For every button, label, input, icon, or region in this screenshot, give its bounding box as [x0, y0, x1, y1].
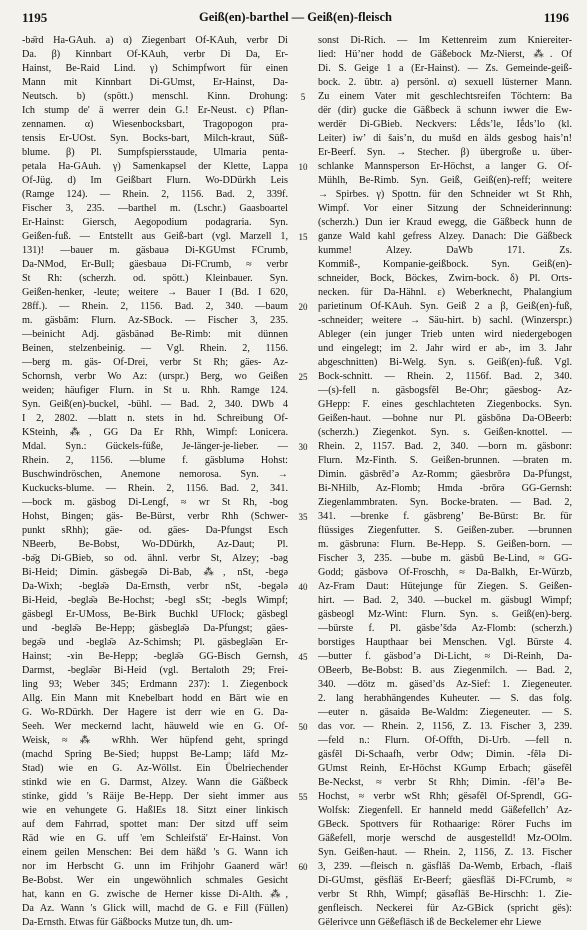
running-title: Geiß(en)-barthel — Geiß(en)-fleisch — [198, 10, 393, 24]
left-column-line: —beinicht Adj. gäsbänəd Be-Rimb: mit dünnen — [22, 329, 288, 340]
left-column-line: stinke, gidd 's Räije Be-Hepp. Der sieht immer aus — [22, 791, 288, 802]
right-column-line: verbr St Rhh, Wimpf; gäsəfläš Be-Hirschh: 1. Zie- — [318, 889, 572, 900]
left-column-line: Rhein. 2, 1156. —blume f. gäsblumə Hohst: — [22, 455, 288, 466]
left-column-line: m. gäsbām: Flurn. Az-SBock. — Fischer 3, 235. — [22, 315, 288, 326]
right-column-line: Kommiß-, Kompanie-geißbock. Syn. Geiß(en)- — [318, 259, 572, 270]
left-column-line: Darmst, -beglə̄ər Bi-Heid (vgl. Bertaloth 29; Frei- — [22, 665, 288, 676]
left-column-line: —bock m. gäsbog Di-Lengf, ≈ wr St Rh, -bog — [22, 497, 288, 508]
line-number: 10 — [298, 162, 308, 172]
right-column-line: —butter f. gäsbodʼə Di-Licht, ≈ Di-Reinh, Da- — [318, 651, 572, 662]
right-column-line: Az-Fram Daut: Hütejunge für Ziegen. S. Geißen- — [318, 581, 572, 592]
right-column-line: 3, 239. —fleisch n. gäsflăš Da-Wemb, Erbach, -flaiš — [318, 861, 572, 872]
left-column-line: auf dem Fahrrad, spottet man: Der sitzd uff seim — [22, 819, 288, 830]
left-column-line: blume. β) Pl. Sumpfspiersstaude, Ulmaria penta- — [22, 147, 288, 158]
left-column-line: Allg. Ein Mann mit Knebelbart hodd en Bärt wie en — [22, 693, 288, 704]
right-column-line: Ableger (ein junger Trieb unten wird niedergebogen — [318, 329, 572, 340]
left-column-line: Ich stump de' ä werrer dein G.! Er-Neust. c) Pflan- — [22, 105, 288, 116]
right-column-line: gäsbeogl Mz-Wint: Flurn. Syn. s. Geiß(en)-berg. — [318, 609, 572, 620]
left-column-line: Neutsch. b) (spött.) menschl. Kinn. Drohung: — [22, 91, 288, 102]
right-column-line: Be-Neckst, ≈ verbr St Rhh; Dimin. -fĕlʼə Be- — [318, 777, 572, 788]
right-column-line: (scherzh.) Ziegenkot. Syn. s. Geißen-knottel. — — [318, 427, 572, 438]
right-column-line: schneider, Bock, Böckes, Zwirn-bock. δ) Pl. Orts- — [318, 273, 572, 284]
left-column-line: Geißen-henker, -leute; weitere → Bauer I (Bd. I 620, — [22, 287, 288, 298]
left-column-line: gäsbegl Er-UMoss, Be-Birk Buchkl UFlock; gäsbegl — [22, 609, 288, 620]
left-column-line: Seeh. Wer meckernd lacht, häuweld wie en G. Of- — [22, 721, 288, 732]
right-column-line: -schneider; weitere → Säu-hirt. b) sachl. (Winzerspr.) — [318, 315, 572, 326]
line-number: 20 — [298, 302, 308, 312]
left-column-line: einem geilen Menschen: Bei dem häßd 's G. Wann ich — [22, 847, 288, 858]
right-column-line: Geißen-haut. —bohne nur Pl. gäsbōnə Da-OBeerb: — [318, 413, 572, 424]
left-column-line: ling 93; Weber 345; Erdmann 237): 1. Ziegenbock — [22, 679, 288, 690]
left-column-line: (machd Spring Be-Sied; huppst Be-Lamp; läfd Mz- — [22, 749, 288, 760]
left-column-line: zennamen. α) Wiesenbocksbart, Tragopogon pra- — [22, 119, 288, 130]
right-column-line: gäsfĕl Di-Schaafh, verbr Odw; Dimin. -fĕlə Di- — [318, 749, 572, 760]
right-column-line: werdër Di-GBieb. Neckvers: Lḗdsʼle, Iḗdsʼlo (kl. — [318, 119, 572, 130]
right-column — [318, 34, 572, 928]
page-number-right: 1196 — [543, 10, 569, 25]
page-header — [22, 10, 569, 28]
right-column-line: Dimin. gäsbrēdʼə Az-Romm; gäesbrōrə Da-Pfungst, — [318, 469, 572, 480]
right-column-line: und eingelegt; im 2. Jahr wird er ab-, im 3. Jahr — [318, 343, 572, 354]
right-column-line: genfleisch. Neckerei für Az-GBick (spricht gës): — [318, 903, 572, 914]
right-column-line: abgeschnitten) Bi-Welg. Syn. s. Geiß(en)-fuß. Vgl. — [318, 357, 572, 368]
right-column-line: 340. —dötz m. gäsedʼds Az-Sief: 1. Ziegeneuter. — [318, 679, 572, 690]
right-column-line: flüssiges Ziegenfutter. S. Geißen-zuber. —brunnen — [318, 525, 572, 536]
right-column-line: —bürste f. Pl. gäsbeʼšdə Az-Flomb: (scherzh.) — [318, 623, 572, 634]
right-column-line: parietinum Of-KAuh. Syn. Geiß 2 a β, Geiß(en)-fuß, — [318, 301, 572, 312]
right-column-line: —euter n. gäsaidə Be-Waldm: Ziegeneuter. — S. — [318, 707, 572, 718]
right-column-line: hirt. — Bad. 2, 340. —buckel m. gäsbugl Wimpf; — [318, 595, 572, 606]
left-column-line: Fischer 3, 235. —barthel m. (Lschr.) Gaasboartel — [22, 203, 288, 214]
left-column-line: Mann mit Kinnbart Di-GUmst, Er-Hainst, Da- — [22, 77, 288, 88]
left-column-line: Da-NMod, Er-Bull; gäesbauə Di-FCrumb, ≈ verbr — [22, 259, 288, 270]
right-column-line: Flurn. Mz-Finth. S. Geißen-brunnen. —braten m. — [318, 455, 572, 466]
right-column-line: Fischer 3, 235. —bube m. gäsbū Be-Lind, ≈ GG- — [318, 553, 572, 564]
left-column-line: —berg m. gäs- Of-Drei, verbr St Rh; gäes- Az- — [22, 357, 288, 368]
left-column-line: Be-Bobst. Wer ein ungewöhnlich schmales Gesicht — [22, 875, 288, 886]
right-column-line: Mühlh, Be-Rimb. Syn. Geiß, Geiß(en)-reff; weitere — [318, 175, 572, 186]
right-column-line: Bock-schnitt. — Rhein. 2, 1156f. Bad. 2, 340. — [318, 371, 572, 382]
left-column-line: Stad) wie en G. Az-Wöllst. Ein Übelriechender — [22, 763, 288, 774]
right-column-line: borstiges Haupthaar bei Menschen. Vgl. Bürste 4. — [318, 637, 572, 648]
right-column-line: Zu einem Vater mit geschlechtsreifen Töchtern: Ba — [318, 91, 572, 102]
left-column-line: Kuckucks-blume. — Rhein. 2, 1156. Bad. 2, 341. — [22, 483, 288, 494]
right-column-line: OBeerb, Be-Bobst: B. aus Ziegenmilch. — Bad. 2, — [318, 665, 572, 676]
right-column-line: Ziegenlammbraten. Syn. Bocke-braten. — Bad. 2, — [318, 497, 572, 508]
right-column-line: —(s)-fell n. gäsbogsfĕl Be-Ohr; gäesbog- Az- — [318, 385, 572, 396]
left-column-line: Geißen-fuß. — Entstellt aus Geiß-bart (vgl. Marzell 1, — [22, 231, 288, 242]
line-number: 55 — [298, 792, 308, 802]
left-column-line: Da. β) Kinnbart Of-KAuh, verbr Di Da, Er- — [22, 49, 288, 60]
right-column-line: kumme! Alzey. DaWb 171. Zs. — [318, 245, 572, 256]
left-column-line: punkt sRhh); gäe- od. gäes- Da-Pfungst Esch — [22, 525, 288, 536]
right-column-line: Wimpf. Vor einer Sitzung der Schneiderinnung: — [318, 203, 572, 214]
left-column-line: -bə̄rd Ha-GAuh. a) α) Ziegenbart Of-KAuh, verbr Di — [22, 35, 288, 46]
left-column-line: Hainst; -ɤin Be-Hepp; -beglə̄ə GG-Bisch Gernsh, — [22, 651, 288, 662]
left-column-line: weiden; häufiger Flurn. in St u. Rhh. Ramge 124. — [22, 385, 288, 396]
left-column-line: und -beglə̄ə Be-Hepp; gäsbeglə̄ə Da-Pfungst; gäes- — [22, 623, 288, 634]
left-column — [22, 34, 288, 928]
left-column-line: KSteinh, ⁂, GG Da Er Rhh, Wimpf: Lonicera. — [22, 427, 288, 438]
right-column-line: sonst Di-Rich. — Im Kettenreim zum Kniereiter- — [318, 35, 572, 46]
line-number: 30 — [298, 442, 308, 452]
line-number: 5 — [300, 92, 306, 102]
page-number-left: 1195 — [22, 10, 48, 25]
right-column-line: Gäßefell, morje werschd de ausgestelld! Mz-OOlm. — [318, 833, 572, 844]
right-column-line: —feld n.: Flurn. Of-Offth, Di-Urb. —fell n. — [318, 735, 572, 746]
left-column-line: Räd wie en G. uff 'em Schleifstä' Er-Hainst. Von — [22, 833, 288, 844]
left-column-line: 28ff.). — Rhein. 2, 1156. Bad. 2, 340. —baum — [22, 301, 288, 312]
line-number: 60 — [298, 862, 308, 872]
right-column-line: das vor. — Rhein. 2, 1156, Z. 13. Fischer 3, 239. — [318, 721, 572, 732]
right-column-line: bock. 2. übtr. a) persönl. α) sexuell lüsterner Mann. — [318, 77, 572, 88]
right-column-line: ganze Wald kahl gefress Alzey. Danach: Die Gäßbeck — [318, 231, 572, 242]
right-column-line: Er-Beerf. Syn. → Stecher. β) übergroße u. über- — [318, 147, 572, 158]
left-column-line: tensis Er-UOst. Syn. Bocks-bart, Milch-kraut, Süß- — [22, 133, 288, 144]
left-column-line: Mdal. Syn.: Gückels-füße, Je-länger-je-lieber. — — [22, 441, 288, 452]
right-column-line: necken. für Da-Hähnl. ε) Weberknecht, Phalangium — [318, 287, 572, 298]
right-column-line: Syn. Geißen-haut. — Rhein. 2, 1156, Z. 13. Fischer — [318, 847, 572, 858]
left-column-line: wie en vehungete G. HaßlEs 18. Sitzt einer linkisch — [22, 805, 288, 816]
left-column-line: I 2, 2802. —blatt n. stets in hd. Schreibung Of- — [22, 413, 288, 424]
right-column-line: GBeck. Spottvers für Rothaarige: Rörer Fuchs im — [318, 819, 572, 830]
line-number-gutter — [289, 34, 317, 872]
right-column-line: Leiter) iwʼ di šaisʼn, du mušd en älds gesbog haisʼn! — [318, 133, 572, 144]
line-number: 45 — [298, 652, 308, 662]
left-column-line: Da-Ernsth. Etwas für Gäßbocks Mutze tun, dh. um- — [22, 917, 233, 928]
right-column-line: Bi-NHilb, Az-Flomb; Hmda -brōrə GG-Gernsh: — [318, 483, 572, 494]
line-number: 50 — [298, 722, 308, 732]
right-column-line: Godd; gäsbovə Of-Froschh, ≈ Da-Balkh, Er-Würzb, — [318, 567, 572, 578]
left-column-line: Weisk, ≈ ⁂ wRhh. Wer hüpfend geht, springd — [22, 735, 288, 746]
left-column-line: -bə̄g Di-GBieb, so od. ähnl. verbr St, Alzey; -bəg — [22, 553, 288, 564]
left-column-line: NBeerb, Be-Bobst, Wo-DDürkh, Az-Daut; Pl. — [22, 539, 288, 550]
left-column-line: petala Ha-GAuh. γ) Samenkapsel der Klette, Lappa — [22, 161, 288, 172]
left-column-line: 131)! —bauer m. gäsbauə Di-KGUmst FCrumb, — [22, 245, 288, 256]
left-column-line: Da Az. Wann 's Glick will, machd de G. e Fill (Füllen) — [22, 903, 288, 914]
left-column-line: Hainst, Be-Raid Lind. γ) Schimpfwort für einen — [22, 63, 288, 74]
right-column-line: Wolfsk: Ziegenfell. Er hanneld medd Gäßefellchʼ Az- — [318, 805, 572, 816]
right-column-line: lied: Hüʼner hodd de Gäßebock Mz-Nierst, ⁂. Of — [318, 49, 572, 60]
left-column-line: Schornsh, verbr Wo Az: (urspr.) Berg, wo Geißen — [22, 371, 288, 382]
left-column-line: Syn. Geiß(en)-buckel, -bühl. — Bad. 2, 340. DWb 4 — [22, 399, 288, 410]
left-column-line: G. Wo-RDürkh. Der Hagere ist derr wie en G. Da- — [22, 707, 288, 718]
left-column-line: Da-Wixh; -beglə̄ə Da-Ernsth, verbr nSt, -begələ — [22, 581, 288, 592]
right-column-line: schlanke Mannsperson Er-Höchst, a langer G. Of- — [318, 161, 572, 172]
left-column-line: (Ramge 124). — Rhein. 2, 1156. Bad. 2, 339f. — [22, 189, 288, 200]
left-column-line: Hohst, Bingen; gäs- Be-Bürst, verbr Rhh (Schwer- — [22, 511, 288, 522]
left-column-line: Bi-Heid; Dimin. gäsbegə̄ə Di-Bab, ⁂, nSt, -begə — [22, 567, 288, 578]
left-column-line: begə̄ə und -beglə̄ə Az-Schimsh; Pl. gäsbeglə̄ən Er- — [22, 637, 288, 648]
right-column-line: Di-GUmst, gësfläš Er-Beerf; gäesfläš Di-FCrumb, ≈ — [318, 875, 572, 886]
line-number: 15 — [298, 232, 308, 242]
line-number: 35 — [298, 512, 308, 522]
right-column-line: Hochst, ≈ verbr wSt Rhh; gësəfĕl Of-Sprendl, GG- — [318, 791, 572, 802]
left-column-line: Buschwindröschen, Anemone nemorosa. Syn. → — [22, 469, 288, 480]
left-column-line: Beinen, stelzenbeinig. — Vgl. Rhein. 2, 1156. — [22, 343, 288, 354]
right-column-line: m. gäsbrunə: Flurn. Be-Hepp. S. Geißen-born. — — [318, 539, 572, 550]
right-column-line: 2. lang herabhängendes Kuheuter. — S. das folg. — [318, 693, 572, 704]
right-column-line: (scherzh.) Dun ier Kraud ewegg, die Gäßbeck hunn de — [318, 217, 572, 228]
right-column-line: Di. S. Geige 1 a (Er-Hainst). — Zs. Gemeinde-geiß- — [318, 63, 572, 74]
right-column-line: 341. —brenke f. gäsbrengʼ Be-Bürst: Br. für — [318, 511, 572, 522]
left-column-line: nor im Herbscht G. unn im Frihjohr Gaanerd wär! — [22, 861, 288, 872]
left-column-line: Of-Jüg. d) Im Geißbart Flurn. Wo-DDürkh Leis — [22, 175, 288, 186]
left-column-line: stinkd wie en G. Darmst, Alzey. Wann die Gäßbeck — [22, 777, 288, 788]
left-column-line: Bi-Heid, -beglə̄ə Be-Hochst; -begl sSt; -begls Wimpf; — [22, 595, 288, 606]
right-column-line: GUmst Reinh, Er-Höchst KGump Erbach; gäsefĕl — [318, 763, 572, 774]
right-column-line: → Spirbes. γ) Spottn. für den Schneider wt St Rhh, — [318, 189, 572, 200]
right-column-line: Gëlerivce unn Gëßefläsch iß de Beckelemer ehr Liewe — [318, 917, 542, 928]
line-number: 25 — [298, 372, 308, 382]
right-column-line: GHepp: F. eines geschlachteten Ziegenbocks. Syn. — [318, 399, 572, 410]
left-column-line: hat, kann en G. zwische de Herner kisse Di-Alth. ⁂, — [22, 889, 288, 900]
right-column-line: dër (dir) gucke die Gäßbeck ä schunn iwwer die Ew- — [318, 105, 572, 116]
left-column-line: Er-Hainst: Giersch, Aegopodium podagraria. Syn. — [22, 217, 288, 228]
line-number: 40 — [298, 582, 308, 592]
left-column-line: St Rh: (scherzh. od. spött.) Kleinbauer. Syn. — [22, 273, 288, 284]
right-column-line: Rhein. 2, 1157. Bad. 2, 340. —born m. gäsbonr: — [318, 441, 572, 452]
